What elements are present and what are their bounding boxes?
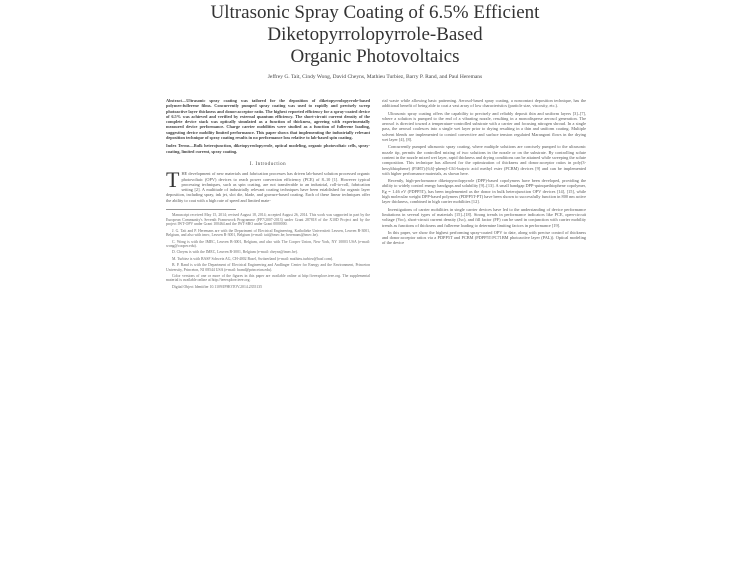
author-list: Jeffrey G. Tait, Cindy Wong, David Cheyns, Mathieu Turbiez, Barry P. Rand, and Paul Heremans — [267, 74, 483, 80]
paper-title — [150, 2, 600, 68]
index-terms: Index Terms—Bulk heterojunction, diketopyrrolopyrrole, optical modeling, organic photovoltaic cells, spray-coating, limited current, spray coating. — [166, 143, 370, 154]
body-paragraph: rial waste while allowing basic patterning. Aerosol-based spray coating, a noncontact deposition technique, has the additional benefit of being able to coat a vast array of low characteristics (particle size, viscosity, etc.). — [382, 98, 586, 109]
introduction-text: HE development of new materials and fabrication processes has driven lab-based solution processed organic photovoltaic (OPV) devices to reach power conversion efficiency (PCE) of 8–10 [1]. However typical processing techniques, such as spin coating, are not transferable to an industrial, roll-to-roll, fabrication setting [2]. A multitude of industrially relevant coating techniques have been established for organic layer deposition, including spray, ink jet, slot die, blade, and gravure-based coating. Each of these linear techniques offer the ability to coat with a high rate of speed and limited mate- — [166, 171, 370, 203]
body-paragraph: Ultrasonic spray coating offers the capability to precisely and reliably deposit thin and uniform layers [3]–[7], where a solution is pumped to the end of a vibrating nozzle, resulting in a monodisperse aerosol generation. The aerosol is directed toward a temperature-controlled substrate with a carrier and focusing nitrogen shroud. In a single pass, the aerosol coalesces into a single wet layer prior to drying resulting in a thin and uniform coating. Multiple solvent blends are implemented to control convective and surface tension regulated Marangoni flows in the drying wet layer [4], [8]. — [382, 110, 586, 143]
abstract: Abstract—Ultrasonic spray coating was tailored for the deposition of diketopyrrolopyrrole-based polymer:fullerene films. Concurrently pumped spray coating was used to rapidly and precisely sweep photoactive layer thickness and donor:acceptor ratio. The highest reported efficiency for a spray-coated device of 6.5% was achieved and verified by external quantum efficiency. The short-circuit current density of the complete device stack was optically simulated as a function of thickness, agreeing with experimentally measured device performance. Charge carrier mobilities were studied as a function of fullerene loading, suggesting device mobility limited performance. This paper shows that implementing the industrially relevant deposition technique of spray coating results in no performance loss relative to lab-based spin coating. — [166, 98, 370, 141]
footnote-divider — [166, 209, 236, 210]
title-line-1: Ultrasonic Spray Coating of 6.5% Efficient — [210, 2, 540, 23]
body-paragraph: Recently, high-performance diketopyrrolopyrrole (DPP)-based copolymers have been developed, providing the ability to widely control energy bandgaps and solubility [9]–[13]. A small bandgap DPP-quinquethiophene copolymer, Eg = 1.46 eV (PDPP5T), has been implemented as the donor in bulk heterojunction OPV devices [14], [15], while high molecular weight DPP-based polymers (PDPP5T-PT) have been shown to successfully function in 800 nm active layer thickness, combined in high carrier mobilities [12]. — [382, 178, 586, 205]
drop-cap: T — [166, 167, 180, 193]
footnote: M. Turbiez is with BASF Schweiz AG, CH-4002 Basel, Switzerland (e-mail: mathieu.turbiez@basf.com). — [172, 256, 334, 261]
footnote: Digital Object Identifier 10.1109/JPHOTOV.2014.2355135 — [172, 284, 262, 289]
title-line-2: Diketopyrrolopyrrole-Based — [267, 24, 483, 45]
body-paragraph: In this paper, we show the highest performing spray-coated OPV to date, along with precise control of thickness and donor:acceptor ratios via a PDPP5T and PCBM (PDPP5T:PC71BM photoactive layer (PAL)). Optical modeling of the device — [382, 229, 586, 246]
footnote: B. P. Rand is with the Department of Electrical Engineering and Andlinger Center for Energy and the Environment, Princeton University, Princeton, NJ 08544 USA (e-mail: brand@princeton.edu). — [166, 262, 370, 272]
title-line-3: Organic Photovoltaics — [290, 46, 460, 67]
right-column — [382, 98, 586, 558]
body-paragraph: Investigations of carrier mobilities in single carrier devices have led to the understanding of device performance limitations in several types of materials [15]–[18]. Strong trends in performance indicators like PCE, open-circuit voltage (Voc), short-circuit current density (Jsc), and fill factor (FF) can be used in conjunction with carrier mobility trends as functions of thickness and fullerene loading to determine limiting factors in performance [19]. — [382, 206, 586, 228]
left-column — [166, 98, 370, 558]
footnote: C. Wong is with the IMEC, Leuven B-3001, Belgium, and also with The Cooper Union, New York, NY 10003 USA (e-mail: wong@cooper.edu). — [166, 239, 370, 249]
footnote: Color versions of one or more of the figures in this paper are available online at http://ieeexplore.ieee.org. The supplemental material is available online at http://ieeexplore.ieee.org. — [166, 273, 370, 283]
section-heading-introduction: I. Introduction — [249, 161, 287, 167]
footnotes — [166, 213, 370, 289]
introduction-paragraph — [166, 167, 370, 203]
footnote: D. Cheyns is with the IMEC, Leuven B-3001, Belgium (e-mail: cheyns@imec.be). — [172, 250, 298, 255]
footnote: J. G. Tait and P. Heremans are with the Department of Electrical Engineering, Katholieke Universiteit Leuven, Leuven B-3001, Belgium, and also with imec, Leuven B-3001, Belgium (e-mail: tait@imec.be; heremans@imec.be). — [166, 228, 370, 238]
footnote: Manuscript received May 15, 2014; revised August 18, 2014; accepted August 26, 2014. This work was supported in part by the European Community's Seventh Framework Programme (FP7/2007-2013) under Grant 287818 of the X10D Project and by the project IWT-OPV under Grant 100464 and the IWT-SBO under Grant 0000000. — [166, 213, 370, 227]
body-paragraph: Concurrently pumped ultrasonic spray coating, where multiple solutions are concisely pumped to the ultrasonic nozzle tip, permits the controlled mixing of two solutions in the nozzle or on the substrate. By controlling solute content in the nozzle mixed wet layer, rapid thickness and drying conditions can be attained while sweeping the solute composition. This technique has allowed for the optimization of thickness and donor:acceptor ratios in poly(3-hexylthiophene) (P3HT):[6,6]-phenyl-C61-butyric acid methyl ester (PCBM) devices [9] and can be implemented with higher performance materials, as shown here. — [382, 144, 586, 176]
